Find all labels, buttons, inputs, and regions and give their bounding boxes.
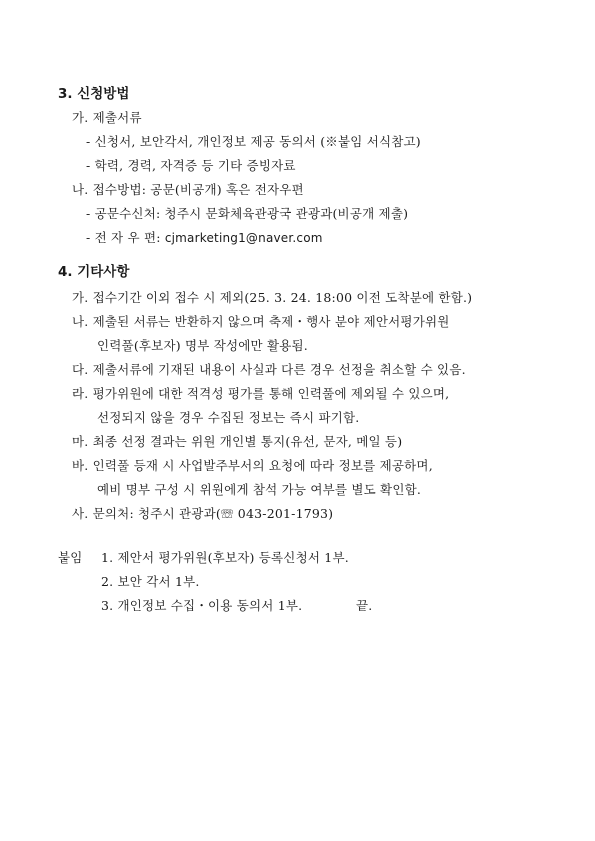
section-4-item-sa: 사. 문의처: 청주시 관광과(☏ 043-201-1793) <box>72 506 334 521</box>
attachment-item-2: 2. 보안 각서 1부. <box>101 574 200 589</box>
section-4-item-na-cont: 인력풀(후보자) 명부 작성에만 활용됨. <box>97 338 308 353</box>
attachment-item-3: 3. 개인정보 수집・이용 동의서 1부. <box>101 598 303 613</box>
section-4-item-na: 나. 제출된 서류는 반환하지 않으며 축제・행사 분야 제안서평가위원 <box>72 314 450 329</box>
section-4-item-ga: 가. 접수기간 이외 접수 시 제외(25. 3. 24. 18:00 이전 도착분에 한함.) <box>72 290 473 305</box>
section-3-item-b1: - 공문수신처: 청주시 문화체육관광국 관광과(비공개 제출) <box>86 206 409 221</box>
attachments-label: 붙임 <box>58 550 83 565</box>
email-address: cjmarketing1@naver.com <box>164 231 323 245</box>
section-4-item-ba: 바. 인력풀 등재 시 사업발주부서의 요청에 따라 정보를 제공하며, <box>72 458 433 473</box>
section-3-item-a2: - 학력, 경력, 자격증 등 기타 증빙자료 <box>86 158 296 173</box>
section-3-item-b: 나. 접수방법: 공문(비공개) 혹은 전자우편 <box>72 182 304 197</box>
end-mark: 끝. <box>356 598 373 613</box>
attachment-item-1: 1. 제안서 평가위원(후보자) 등록신청서 1부. <box>101 550 349 565</box>
section-4-heading: 4. 기타사항 <box>58 264 130 280</box>
section-4-item-ma: 마. 최종 선정 결과는 위원 개인별 통지(유선, 문자, 메일 등) <box>72 434 403 449</box>
email-label: - 전 자 우 편: <box>86 230 161 245</box>
section-3-item-b2 <box>86 230 323 246</box>
section-3-item-a1: - 신청서, 보안각서, 개인정보 제공 동의서 (※붙임 서식참고) <box>86 134 421 149</box>
section-3-item-a: 가. 제출서류 <box>72 110 142 125</box>
section-4-item-ra: 라. 평가위원에 대한 적격성 평가를 통해 인력풀에 제외될 수 있으며, <box>72 386 450 401</box>
section-3-heading: 3. 신청방법 <box>58 86 130 102</box>
section-4-item-ra-cont: 선정되지 않을 경우 수집된 정보는 즉시 파기함. <box>97 410 360 425</box>
section-4-item-da: 다. 제출서류에 기재된 내용이 사실과 다른 경우 선정을 취소할 수 있음. <box>72 362 466 377</box>
section-4-item-ba-cont: 예비 명부 구성 시 위원에게 참석 가능 여부를 별도 확인함. <box>97 482 422 497</box>
